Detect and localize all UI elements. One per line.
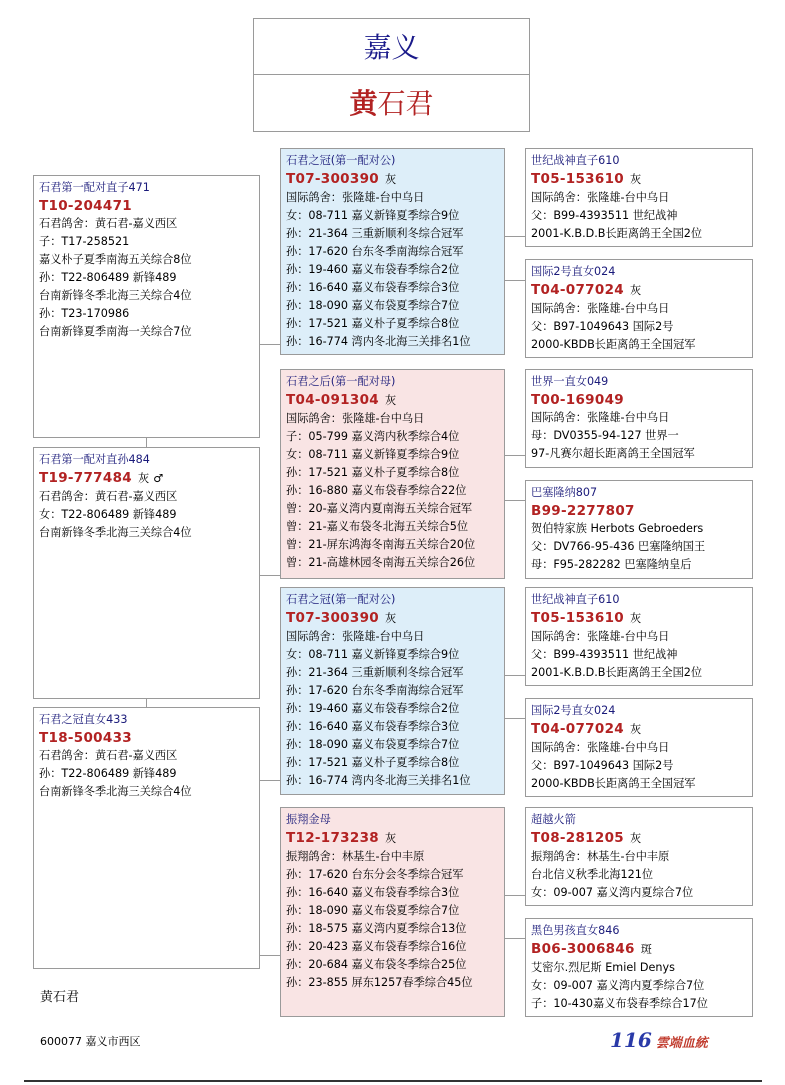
card-line: 国际鸽舍：张隆雄-台中乌日: [286, 191, 425, 204]
color-label: 灰: [629, 832, 642, 845]
card-line: 父：B99-4393511 世纪战神: [531, 209, 678, 222]
card-line: 2001-K.B.D.B长距离鸽王全国2位: [531, 666, 703, 679]
ring-number: T04-091304 灰: [286, 392, 397, 408]
card-line: 台南新锋冬季北海三关综合4位: [39, 785, 192, 798]
card-line: 孙：18-575 嘉义湾内夏季综合13位: [286, 922, 467, 935]
card-line: 子：T17-258521: [39, 235, 130, 248]
card-line: 振翔鸽舍：林基生-台中丰原: [286, 850, 425, 863]
color-label: 灰: [384, 394, 397, 407]
card-title: 黑色男孩直女846: [531, 924, 620, 937]
card-line: 石君鸽舍：黄石君-嘉义西区: [39, 217, 178, 230]
color-label: 灰: [629, 723, 642, 736]
card-line: 女：08-711 嘉义新锋夏季综合9位: [286, 209, 460, 222]
connector: [505, 895, 525, 896]
card-line: 孙：19-460 嘉义布袋春季综合2位: [286, 263, 460, 276]
card-line: 孙：18-090 嘉义布袋夏季综合7位: [286, 904, 460, 917]
pedigree-card-r3: [525, 369, 753, 468]
card-line: 振翔鸽舍：林基生-台中丰原: [531, 850, 670, 863]
card-title: 石君之冠(第一配对公): [286, 593, 396, 606]
card-line: 97-凡赛尔超长距离鸽王全国冠军: [531, 447, 695, 460]
ring-number: B99-2277807: [531, 503, 635, 519]
card-line: 曾：21-嘉义布袋冬北海五关综合5位: [286, 520, 469, 533]
card-line: 女：09-007 嘉义湾内夏季综合7位: [531, 979, 705, 992]
card-title: 世界一直女049: [531, 375, 609, 388]
card-line: 母：DV0355-94-127 世界一: [531, 429, 679, 442]
brand-logo: [610, 1028, 708, 1052]
card-title: 石君之冠直女433: [39, 713, 128, 726]
card-line: 嘉义朴子夏季南海五关综合8位: [39, 253, 192, 266]
card-line: 孙：17-521 嘉义朴子夏季综合8位: [286, 756, 460, 769]
card-line: 孙：16-640 嘉义布袋春季综合3位: [286, 281, 460, 294]
card-line: 2000-KBDB长距离鸽王全国冠军: [531, 338, 696, 351]
city-name: 嘉义: [363, 31, 420, 64]
connector: [505, 938, 525, 939]
card-line: 孙：16-640 嘉义布袋春季综合3位: [286, 720, 460, 733]
ring-number: T05-153610 灰: [531, 171, 642, 187]
card-title: 世纪战神直子610: [531, 154, 620, 167]
ring-number: T04-077024 灰: [531, 282, 642, 298]
card-line: 孙：17-521 嘉义朴子夏季综合8位: [286, 317, 460, 330]
pedigree-card-r4: [525, 480, 753, 579]
card-line: 女：09-007 嘉义湾内夏综合7位: [531, 886, 694, 899]
card-line: 国际鸽舍：张隆雄-台中乌日: [531, 302, 670, 315]
card-line: 孙：21-364 三重新顺利冬综合冠军: [286, 666, 464, 679]
card-line: 孙：18-090 嘉义布袋夏季综合7位: [286, 738, 460, 751]
pedigree-card-m4: [280, 807, 505, 1017]
pedigree-card-r1: [525, 148, 753, 247]
card-title: 世纪战神直子610: [531, 593, 620, 606]
card-line: 孙：18-090 嘉义布袋夏季综合7位: [286, 299, 460, 312]
breeder-address: 600077 嘉义市西区: [40, 1035, 141, 1048]
card-line: 国际鸽舍：张隆雄-台中乌日: [531, 630, 670, 643]
card-line: 孙：T22-806489 新锋489: [39, 271, 177, 284]
card-line: 艾密尔.烈尼斯 Emiel Denys: [531, 961, 675, 974]
card-line: 国际鸽舍：张隆雄-台中乌日: [286, 412, 425, 425]
card-line: 女：08-711 嘉义新锋夏季综合9位: [286, 448, 460, 461]
breeder-name: 黄石君: [40, 990, 80, 1005]
ring-number: T19-777484 灰 ♂: [39, 470, 164, 486]
logo-text: 雲端血統: [655, 1036, 708, 1051]
pedigree-card-r2: [525, 259, 753, 358]
connector: [146, 437, 147, 447]
connector: [505, 280, 525, 281]
ring-number: T04-077024 灰: [531, 721, 642, 737]
color-label: 灰: [629, 284, 642, 297]
card-line: 父：B99-4393511 世纪战神: [531, 648, 678, 661]
connector: [505, 675, 525, 676]
color-label: 灰: [629, 612, 642, 625]
card-line: 国际鸽舍：张隆雄-台中乌日: [531, 411, 670, 424]
connector: [505, 236, 525, 237]
connector: [505, 500, 525, 501]
card-line: 女：08-711 嘉义新锋夏季综合9位: [286, 648, 460, 661]
color-label: 斑: [640, 943, 653, 956]
city-header: [253, 18, 530, 75]
color-label: 灰: [384, 832, 397, 845]
card-title: 石君之后(第一配对母): [286, 375, 396, 388]
card-title: 超越火箭: [531, 813, 576, 826]
color-label: 灰: [384, 612, 397, 625]
pedigree-card-m1: [280, 148, 505, 355]
card-line: 石君鸽舍：黄石君-嘉义西区: [39, 490, 178, 503]
bottom-divider: [24, 1080, 762, 1082]
color-label: 灰 ♂: [137, 472, 164, 485]
card-line: 台北信义秋季北海121位: [531, 868, 654, 881]
card-line: 孙：19-460 嘉义布袋春季综合2位: [286, 702, 460, 715]
color-label: 灰: [384, 173, 397, 186]
card-title: 石君之冠(第一配对公): [286, 154, 396, 167]
owner-header: [253, 74, 530, 132]
card-line: 孙：16-774 湾内冬北海三关排名1位: [286, 774, 471, 787]
card-line: 孙：23-855 屏东1257春季综合45位: [286, 976, 473, 989]
owner-given-name: 石君: [377, 87, 434, 120]
connector: [505, 455, 525, 456]
connector: [260, 780, 280, 781]
pedigree-card-m2: [280, 369, 505, 579]
card-line: 父：B97-1049643 国际2号: [531, 320, 674, 333]
card-line: 贺伯特家族 Herbots Gebroeders: [531, 522, 704, 535]
card-line: 台南新锋冬季北海三关综合4位: [39, 289, 192, 302]
card-line: 2000-KBDB长距离鸽王全国冠军: [531, 777, 696, 790]
owner-surname: 黄: [349, 87, 378, 120]
pedigree-card-g3: [33, 707, 260, 969]
ring-number: T05-153610 灰: [531, 610, 642, 626]
ring-number: B06-3006846 斑: [531, 941, 653, 957]
connector: [260, 344, 280, 345]
card-line: 国际鸽舍：张隆雄-台中乌日: [531, 191, 670, 204]
card-line: 子：10-430嘉义布袋春季综合17位: [531, 997, 708, 1010]
card-line: 孙：T23-170986: [39, 307, 130, 320]
card-line: 国际鸽舍：张隆雄-台中乌日: [531, 741, 670, 754]
card-line: 孙：17-521 嘉义朴子夏季综合8位: [286, 466, 460, 479]
pedigree-card-r8: [525, 918, 753, 1017]
pedigree-card-dam: [33, 447, 260, 699]
pedigree-card-r5: [525, 587, 753, 686]
card-title: 石君第一配对直子471: [39, 181, 150, 194]
ring-number: T10-204471: [39, 198, 132, 214]
card-line: 孙：17-620 台东冬季南海综合冠军: [286, 245, 464, 258]
card-title: 国际2号直女024: [531, 704, 616, 717]
card-line: 孙：16-640 嘉义布袋春季综合3位: [286, 886, 460, 899]
card-title: 巴塞隆纳807: [531, 486, 598, 499]
pedigree-card-r6: [525, 698, 753, 797]
ring-number: T08-281205 灰: [531, 830, 642, 846]
card-line: 孙：20-684 嘉义布袋冬季综合25位: [286, 958, 467, 971]
connector: [505, 718, 525, 719]
connector: [260, 575, 280, 576]
ring-number: T12-173238 灰: [286, 830, 397, 846]
card-line: 孙：16-880 嘉义布袋春季综合22位: [286, 484, 467, 497]
pedigree-card-r7: [525, 807, 753, 906]
card-line: 台南新锋冬季北海三关综合4位: [39, 526, 192, 539]
logo-number: 116: [610, 1028, 652, 1052]
card-line: 父：DV766-95-436 巴塞隆纳国王: [531, 540, 706, 553]
card-line: 曾：21-高雄林园冬南海五关综合26位: [286, 556, 476, 569]
connector: [260, 955, 280, 956]
card-line: 国际鸽舍：张隆雄-台中乌日: [286, 630, 425, 643]
ring-number: T07-300390 灰: [286, 171, 397, 187]
card-title: 石君第一配对直孙484: [39, 453, 150, 466]
card-line: 孙：21-364 三重新顺利冬综合冠军: [286, 227, 464, 240]
pedigree-card-sire: [33, 175, 260, 438]
card-line: 女：T22-806489 新锋489: [39, 508, 177, 521]
card-line: 孙：17-620 台东冬季南海综合冠军: [286, 684, 464, 697]
card-title: 国际2号直女024: [531, 265, 616, 278]
card-line: 台南新锋夏季南海一关综合7位: [39, 325, 192, 338]
card-line: 曾：20-嘉义湾内夏南海五关综合冠军: [286, 502, 473, 515]
connector: [146, 698, 147, 707]
ring-number: T07-300390 灰: [286, 610, 397, 626]
card-line: 父：B97-1049643 国际2号: [531, 759, 674, 772]
color-label: 灰: [629, 173, 642, 186]
card-line: 2001-K.B.D.B长距离鸽王全国2位: [531, 227, 703, 240]
card-title: 振翔金母: [286, 813, 331, 826]
card-line: 石君鸽舍：黄石君-嘉义西区: [39, 749, 178, 762]
card-line: 孙：T22-806489 新锋489: [39, 767, 177, 780]
card-line: 孙：17-620 台东分会冬季综合冠军: [286, 868, 464, 881]
card-line: 母：F95-282282 巴塞隆纳皇后: [531, 558, 692, 571]
card-line: 孙：16-774 湾内冬北海三关排名1位: [286, 335, 471, 348]
card-line: 曾：21-屏东鸿海冬南海五关综合20位: [286, 538, 476, 551]
card-line: 孙：20-423 嘉义布袋春季综合16位: [286, 940, 467, 953]
card-line: 子：05-799 嘉义湾内秋季综合4位: [286, 430, 460, 443]
ring-number: T00-169049: [531, 392, 624, 408]
ring-number: T18-500433: [39, 730, 132, 746]
pedigree-card-m3: [280, 587, 505, 795]
